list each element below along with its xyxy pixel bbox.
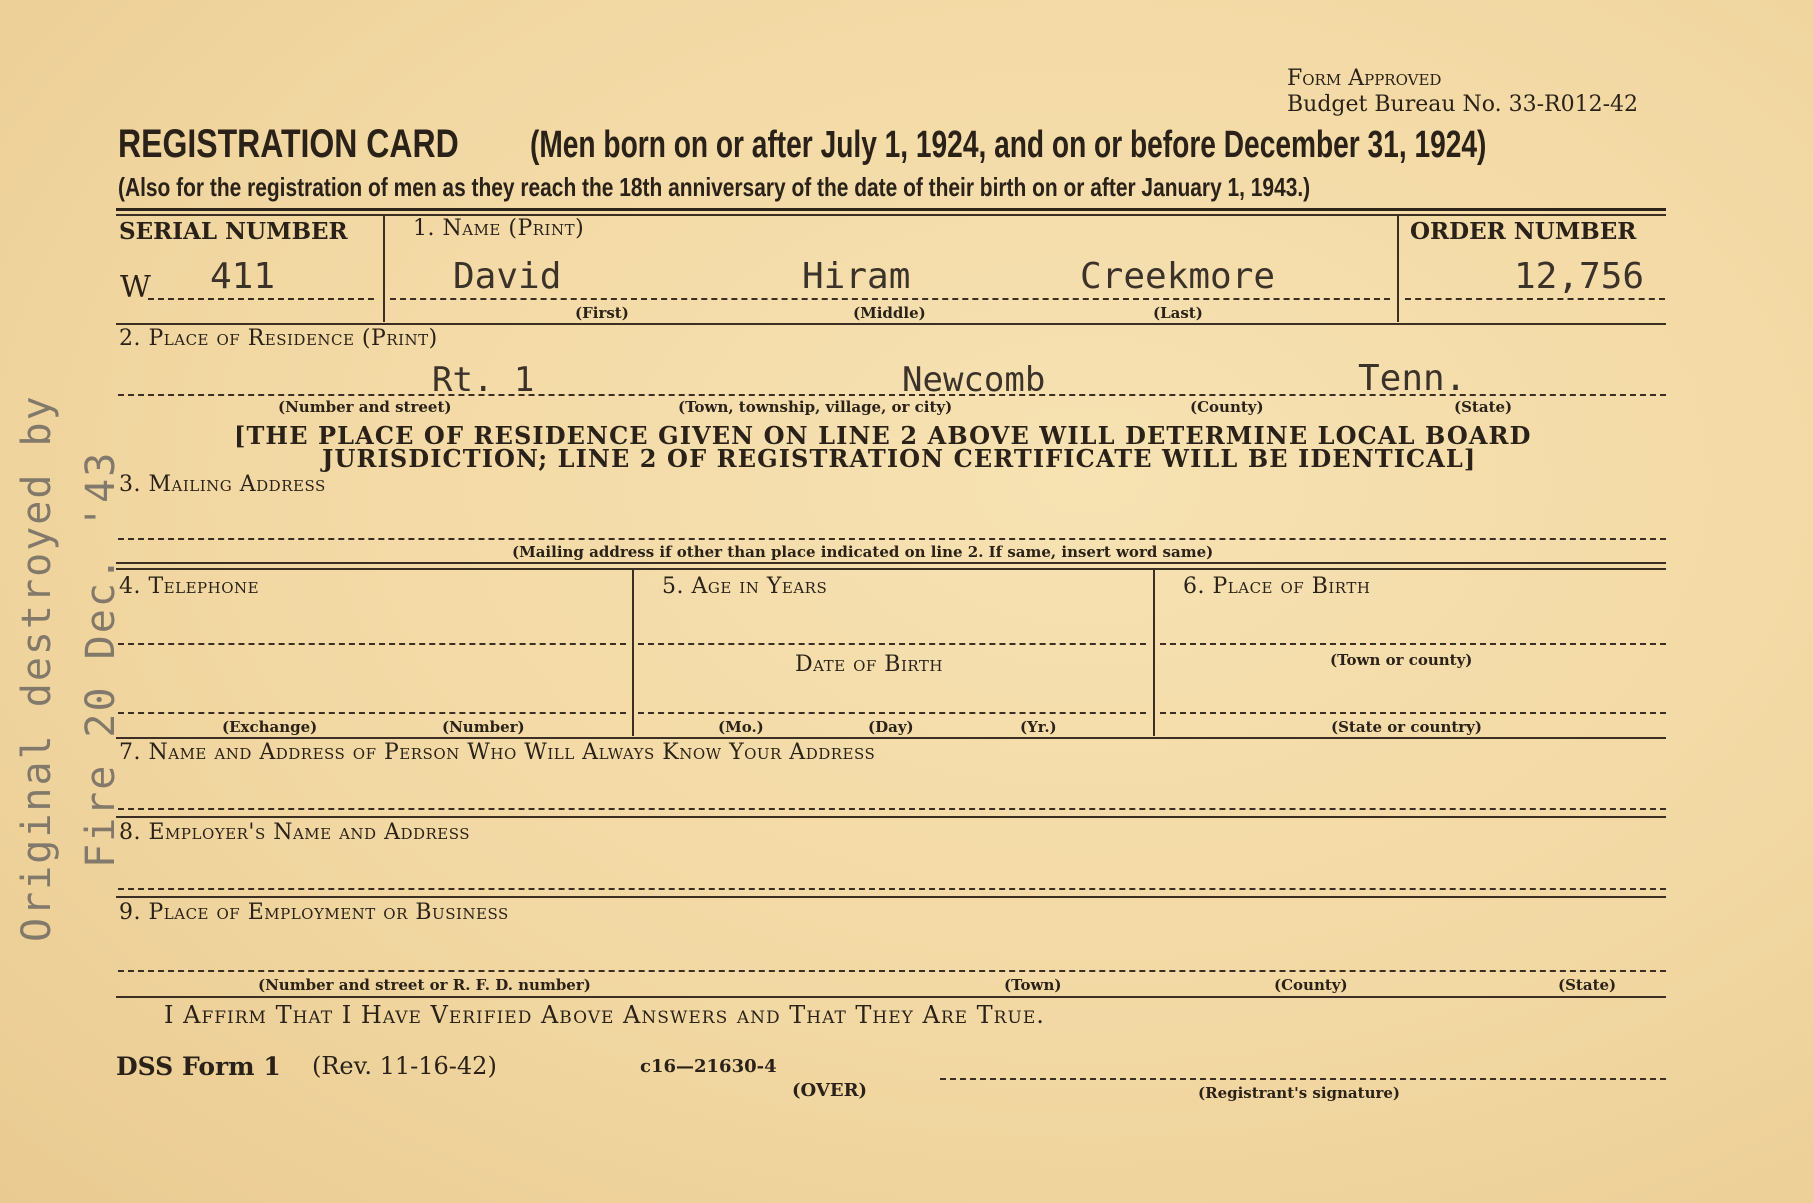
first-name-value: David (453, 256, 562, 297)
employment-county-caption: (County) (1274, 976, 1348, 994)
serial-divider (383, 216, 385, 322)
affirmation-statement: I Affirm That I Have Verified Above Answers and That They Are True. (164, 1001, 1045, 1029)
mailing-field-line (118, 538, 1666, 540)
mailing-address-label: 3. Mailing Address (119, 472, 326, 497)
residence-town-value: Newcomb (902, 360, 1046, 400)
mailing-address-caption: (Mailing address if other than place indicated on line 2. If same, insert word same) (512, 543, 1214, 561)
age-label: 5. Age in Years (662, 574, 828, 599)
row4-rule (116, 737, 1666, 739)
card-subtitle: (Also for the registration of men as they reach the 18th anniversary of the date of their birth on or after January 1, 1943.) (118, 172, 1311, 202)
row3-rule-2 (116, 568, 1666, 570)
form-revision: (Rev. 11-16-42) (312, 1052, 497, 1080)
residence-label: 2. Place of Residence (Print) (119, 326, 438, 351)
destroyed-stamp-line2: Fire 20 Dec. '43 (78, 450, 124, 868)
birth-state-field-line (1160, 712, 1666, 714)
employment-street-caption: (Number and street or R. F. D. number) (258, 976, 591, 994)
telephone-field-line-2 (118, 712, 626, 714)
dob-year-caption: (Yr.) (1020, 718, 1057, 736)
row3-rule (116, 562, 1666, 564)
contact-field-line (118, 808, 1666, 810)
residence-state-caption: (State) (1454, 398, 1513, 416)
telephone-exchange-caption: (Exchange) (222, 718, 318, 736)
form-name: DSS Form 1 (116, 1052, 281, 1081)
employment-field-line (118, 970, 1666, 972)
employment-state-caption: (State) (1558, 976, 1617, 994)
age-birth-divider (1153, 570, 1155, 736)
over-note: (OVER) (792, 1080, 868, 1101)
middle-name-value: Hiram (802, 256, 911, 297)
last-name-value: Creekmore (1080, 256, 1276, 297)
tel-age-divider (632, 570, 634, 736)
serial-field-line (148, 298, 374, 300)
date-of-birth-label: Date of Birth (795, 652, 944, 677)
residence-notice-line2: JURISDICTION; LINE 2 OF REGISTRATION CERTIFICATE WILL BE IDENTICAL] (322, 444, 1477, 473)
dob-month-caption: (Mo.) (718, 718, 764, 736)
order-field-line (1405, 298, 1665, 300)
row1-rule (116, 323, 1666, 325)
card-title: REGISTRATION CARD (118, 122, 459, 166)
birth-town-caption: (Town or county) (1330, 651, 1473, 669)
row9-rule (116, 996, 1666, 998)
birth-town-field-line (1160, 643, 1666, 645)
telephone-label: 4. Telephone (119, 574, 260, 599)
residence-state-value: Tenn. (1358, 358, 1467, 399)
contact-person-label: 7. Name and Address of Person Who Will Always Know Your Address (119, 740, 876, 765)
employer-field-line (118, 888, 1666, 890)
form-approved: Form Approved (1287, 66, 1442, 91)
order-number-value: 12,756 (1514, 256, 1645, 297)
middle-caption: (Middle) (853, 304, 926, 322)
residence-notice-line1: [THE PLACE OF RESIDENCE GIVEN ON LINE 2 ABOVE WILL DETERMINE LOCAL BOARD (234, 421, 1532, 450)
employment-town-caption: (Town) (1004, 976, 1062, 994)
card-title-eligibility: (Men born on or after July 1, 1924, and on or before December 31, 1924) (530, 124, 1487, 166)
name-label: 1. Name (Print) (413, 216, 585, 241)
dob-day-caption: (Day) (868, 718, 914, 736)
telephone-field-line-1 (118, 643, 626, 645)
serial-number-label: SERIAL NUMBER (119, 218, 348, 245)
print-code: c16—21630-4 (640, 1056, 777, 1077)
row7-rule (116, 816, 1666, 818)
serial-prefix: W (120, 270, 151, 305)
first-caption: (First) (575, 304, 629, 322)
order-divider (1397, 216, 1399, 322)
header-rule-2 (116, 214, 1666, 216)
name-field-line (390, 298, 1390, 300)
employment-place-label: 9. Place of Employment or Business (119, 900, 509, 925)
residence-county-caption: (County) (1190, 398, 1264, 416)
order-number-label: ORDER NUMBER (1410, 218, 1637, 245)
last-caption: (Last) (1153, 304, 1203, 322)
employer-label: 8. Employer's Name and Address (119, 820, 471, 845)
budget-bureau-number: Budget Bureau No. 33-R012-42 (1287, 92, 1639, 117)
residence-town-caption: (Town, township, village, or city) (678, 398, 953, 416)
signature-field-line (940, 1078, 1666, 1080)
residence-field-line (118, 394, 1666, 396)
destroyed-stamp-line1: Original destroyed by (14, 394, 60, 942)
header-rule (116, 208, 1666, 211)
residence-street-caption: (Number and street) (278, 398, 452, 416)
signature-caption: (Registrant's signature) (1198, 1084, 1401, 1102)
birth-state-caption: (State or country) (1331, 718, 1482, 736)
telephone-number-caption: (Number) (442, 718, 525, 736)
age-field-line (638, 643, 1146, 645)
row8-rule (116, 896, 1666, 898)
place-of-birth-label: 6. Place of Birth (1183, 574, 1371, 599)
dob-field-line (638, 712, 1146, 714)
residence-street-value: Rt. 1 (432, 360, 535, 400)
serial-number-value: 411 (210, 256, 276, 297)
